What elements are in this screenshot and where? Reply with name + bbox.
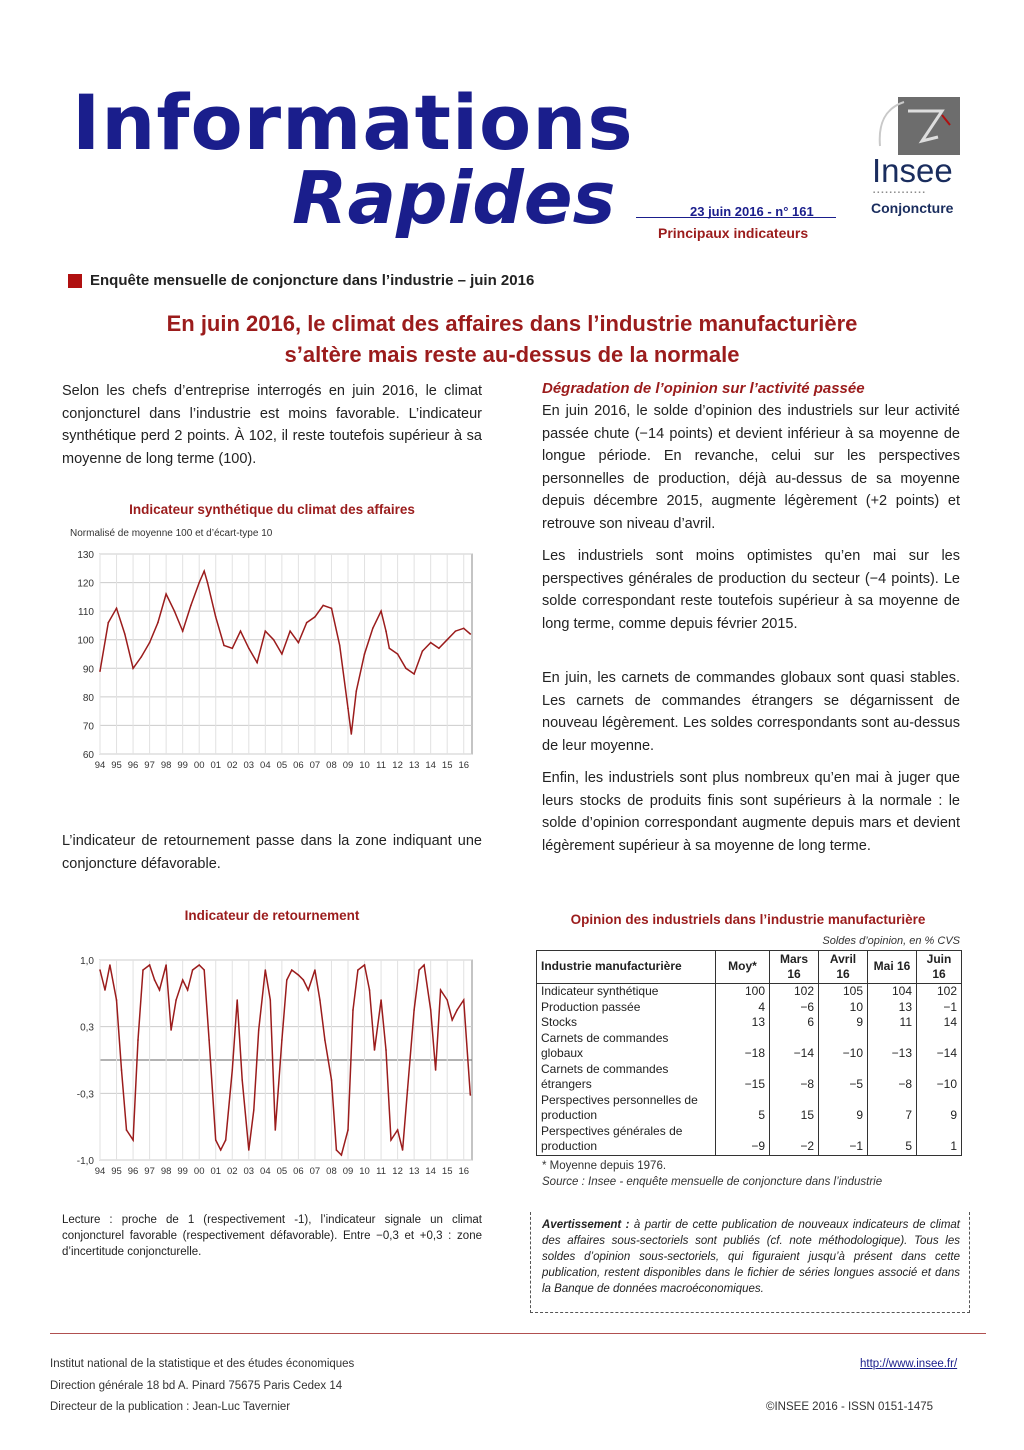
headline — [70, 308, 954, 370]
chart1-subtitle: Normalisé de moyenne 100 et d’écart-type 10 — [70, 528, 273, 539]
x-tick-label: 02 — [226, 760, 238, 771]
table-cell: −1 — [943, 999, 957, 1014]
x-tick-label: 12 — [392, 1166, 403, 1177]
data-point — [141, 656, 143, 658]
data-point — [154, 979, 156, 981]
table-title: Opinion des industriels dans l’industrie manufacturière — [570, 912, 926, 927]
data-point — [274, 1129, 276, 1131]
data-point — [303, 979, 305, 981]
table-cell: 11 — [868, 1015, 917, 1031]
data-point — [116, 607, 118, 609]
table-cell: −14 — [770, 1031, 819, 1062]
table-cell: −13 — [868, 1031, 917, 1062]
table-source: Source : Insee - enquête mensuelle de conjoncture dans l’industrie — [542, 1176, 883, 1188]
chart1-title: Indicateur synthétique du climat des affaires — [129, 502, 415, 517]
table-header-cell: Juin 16 — [926, 951, 952, 981]
data-point — [190, 605, 192, 607]
y-tick-label: 130 — [77, 550, 94, 561]
plot-frame — [100, 554, 472, 754]
data-point — [116, 999, 118, 1001]
logo-name: Insee — [872, 152, 953, 189]
data-point — [286, 979, 288, 981]
publication-title: Informations — [72, 78, 634, 167]
data-point — [223, 645, 225, 647]
data-point — [347, 1129, 349, 1131]
data-point — [215, 616, 217, 618]
data-point — [364, 964, 366, 966]
data-point — [413, 1009, 415, 1011]
publication-subtitle: Rapides — [292, 156, 616, 240]
x-tick-label: 94 — [94, 760, 106, 771]
table-cell: 100 — [716, 984, 770, 1000]
y-tick-label: 120 — [77, 578, 94, 590]
chart-climat-affaires — [60, 540, 480, 780]
table-cell: 105 — [819, 984, 868, 1000]
x-tick-label: 09 — [342, 760, 354, 771]
data-point — [104, 989, 106, 991]
data-point — [314, 969, 316, 971]
data-point — [256, 662, 258, 664]
data-point — [341, 1154, 343, 1156]
y-tick-label: -0,3 — [76, 1089, 94, 1101]
data-point — [157, 622, 159, 624]
data-point — [314, 616, 316, 618]
x-tick-label: 09 — [342, 1166, 354, 1177]
x-tick-label: 11 — [376, 1166, 387, 1177]
data-point — [149, 964, 151, 966]
table-cell: −10 — [819, 1031, 868, 1062]
logo-section: Conjoncture — [871, 200, 954, 216]
headline-line-2: s’altère mais reste au-dessus de la normale — [284, 342, 740, 367]
data-point — [324, 1039, 326, 1041]
data-point — [220, 1149, 222, 1151]
intro-paragraph: Selon les chefs d’entreprise interrogés en juin 2016, le climat conjoncturel dans l’industrie est moins favorable. L’indicateur synthétique perd 2 points. À 102, il reste toutefois supérieur à sa moyenne de long terme (100). — [62, 383, 482, 467]
issue-category: Principaux indicateurs — [658, 225, 809, 241]
table-cell: 4 — [716, 1000, 770, 1016]
data-point — [430, 1009, 432, 1011]
data-point — [231, 647, 233, 649]
table-header-cell: Mai 16 — [868, 951, 917, 984]
table-cell: 13 — [868, 1000, 917, 1016]
data-point — [418, 969, 420, 971]
data-point — [451, 1019, 453, 1021]
data-point — [265, 969, 267, 971]
table-cell: 13 — [716, 1015, 770, 1031]
x-tick-label: 03 — [243, 760, 255, 771]
footer-address: Direction générale 18 bd A. Pinard 75675 Paris Cedex 14 — [50, 1380, 343, 1392]
paragraph-perspectives: Les industriels sont moins optimistes qu’en mai sur les perspectives générales de production du secteur (−4 points). Le solde correspondant reste toutefois supérieur à sa moyenne de long terme, comme depuis février 2015. — [542, 548, 960, 632]
table-row — [537, 1124, 962, 1156]
data-point — [225, 1139, 227, 1141]
data-point — [99, 670, 101, 672]
x-tick-label: 16 — [458, 760, 470, 771]
x-tick-label: 08 — [326, 760, 337, 771]
data-point — [208, 1039, 210, 1041]
x-tick-label: 04 — [260, 760, 271, 771]
data-point — [231, 1069, 233, 1071]
data-point — [331, 1079, 333, 1081]
survey-heading-text: Enquête mensuelle de conjoncture dans l’industrie – juin 2016 — [90, 272, 535, 289]
table-header-cell: Moy* — [716, 951, 770, 984]
data-point — [174, 610, 176, 612]
x-tick-label: 03 — [243, 1166, 255, 1177]
data-point — [159, 989, 161, 991]
data-point — [435, 1069, 437, 1071]
data-point — [175, 999, 177, 1001]
x-tick-label: 99 — [177, 760, 188, 771]
data-point — [423, 964, 425, 966]
data-point — [385, 1049, 387, 1051]
data-point — [380, 999, 382, 1001]
y-tick-label: 80 — [82, 692, 94, 704]
data-point — [132, 667, 134, 669]
data-point — [390, 1139, 392, 1141]
x-tick-label: 13 — [408, 760, 420, 771]
footer-institute: Institut national de la statistique et des études économiques — [50, 1358, 355, 1370]
x-tick-label: 15 — [441, 1166, 453, 1177]
table-cell: 1 — [950, 1139, 957, 1153]
data-point — [352, 1009, 354, 1011]
data-point — [265, 630, 267, 632]
data-point — [430, 642, 432, 644]
table-header-cell: Industrie manufacturière — [537, 951, 716, 984]
table-row-label: Production passée — [537, 1000, 716, 1016]
x-tick-label: 04 — [260, 1166, 271, 1177]
table-cell: −15 — [716, 1062, 770, 1093]
x-tick-label: 96 — [127, 760, 139, 771]
y-tick-label: 0,3 — [80, 1022, 94, 1034]
data-point — [308, 989, 310, 991]
data-point — [440, 989, 442, 991]
data-point — [339, 645, 341, 647]
bullet-square-icon — [68, 274, 82, 288]
data-point — [347, 707, 349, 709]
data-point — [109, 964, 111, 966]
data-point — [364, 653, 366, 655]
data-point — [99, 969, 101, 971]
data-point — [269, 999, 271, 1001]
data-point — [121, 1069, 123, 1071]
table-header-row — [537, 951, 962, 984]
x-tick-label: 06 — [293, 760, 304, 771]
opinion-table — [536, 950, 962, 1156]
table-cell: −10 — [936, 1077, 957, 1091]
table-cell: −2 — [770, 1124, 819, 1156]
table-cell: 5 — [716, 1093, 770, 1124]
data-point — [248, 647, 250, 649]
data-point — [446, 639, 448, 641]
x-tick-label: 95 — [111, 760, 122, 771]
table-header-cell: Avril 16 — [819, 951, 868, 984]
data-point — [407, 1089, 409, 1091]
data-point — [374, 1049, 376, 1051]
table-cell: 6 — [770, 1015, 819, 1031]
table-cell: 14 — [943, 1015, 957, 1029]
data-point — [203, 570, 205, 572]
table-row-label: Carnets de commandes globaux — [537, 1031, 716, 1062]
data-point — [331, 607, 333, 609]
table-row — [537, 1015, 962, 1031]
table-cell: −1 — [819, 1124, 868, 1156]
table-row — [537, 1000, 962, 1016]
x-tick-label: 07 — [309, 760, 321, 771]
data-point — [248, 1149, 250, 1151]
data-point — [240, 630, 242, 632]
data-point — [446, 999, 448, 1001]
x-tick-label: 14 — [425, 760, 436, 771]
warning-text-block — [542, 1217, 960, 1297]
table-cell: 9 — [950, 1108, 957, 1122]
data-point — [463, 627, 465, 629]
data-point — [236, 999, 238, 1001]
chart2-title: Indicateur de retournement — [184, 908, 360, 923]
data-point — [438, 647, 440, 649]
table-cell: −5 — [819, 1062, 868, 1093]
data-point — [413, 673, 415, 675]
data-point — [289, 630, 291, 632]
data-point — [380, 610, 382, 612]
x-tick-label: 94 — [94, 1166, 106, 1177]
data-point — [137, 1039, 139, 1041]
table-cell: 9 — [819, 1015, 868, 1031]
data-point — [402, 1149, 404, 1151]
series-line — [100, 571, 470, 734]
data-point — [192, 969, 194, 971]
data-point — [357, 969, 359, 971]
data-point — [253, 1109, 255, 1111]
table-cell: 104 — [868, 984, 917, 1000]
data-point — [336, 1149, 338, 1151]
x-tick-label: 08 — [326, 1166, 337, 1177]
data-point — [355, 690, 357, 692]
x-tick-label: 06 — [293, 1166, 304, 1177]
table-cell: 9 — [819, 1093, 868, 1124]
data-point — [132, 1139, 134, 1141]
insee-logo-icon — [898, 97, 960, 155]
chart-retournement — [60, 948, 480, 1184]
table-cell: 10 — [819, 1000, 868, 1016]
warning-text: à partir de cette publication de nouveaux indicateurs de climat des affaires sous-sectoriels sont publiés (cf. note méthodologique). Tous les soldes d’opinion sous-sectoriels, qui figuraient jusqu’à présent dans cette publication, restent disponibles dans le fichier de séries longues associé et dans la Banque de données macroéconomiques. — [542, 1219, 960, 1295]
data-point — [470, 1094, 472, 1096]
data-point — [281, 653, 283, 655]
x-tick-label: 96 — [127, 1166, 139, 1177]
warning-label: Avertissement : — [542, 1219, 630, 1231]
table-row — [537, 984, 962, 1000]
table-row-label: Perspectives générales de production — [537, 1124, 716, 1156]
table-header-cell: Mars 16 — [770, 951, 819, 984]
paragraph-stocks: Enfin, les industriels sont plus nombreux qu’en mai à juger que leurs stocks de produits finis sont supérieurs à la normale : le solde d’opinion correspondant augmente depuis mars et devient légèrement supérieur à sa moyenne de long terme. — [542, 770, 960, 854]
table-cell: 15 — [770, 1093, 819, 1124]
x-tick-label: 99 — [177, 1166, 188, 1177]
data-point — [198, 964, 200, 966]
data-point — [273, 639, 275, 641]
headline-line-1: En juin 2016, le climat des affaires dans l’industrie manufacturière — [166, 311, 858, 336]
data-point — [165, 964, 167, 966]
data-point — [470, 633, 472, 635]
x-tick-label: 11 — [376, 760, 387, 771]
data-point — [298, 974, 300, 976]
y-tick-label: 90 — [82, 664, 94, 676]
data-point — [397, 653, 399, 655]
table-cell: 102 — [936, 984, 957, 998]
x-tick-label: 12 — [392, 760, 403, 771]
data-point — [291, 969, 293, 971]
footer-website-link[interactable]: http://www.insee.fr/ — [860, 1358, 958, 1370]
table-cell: 7 — [868, 1093, 917, 1124]
table-row-label: Carnets de commandes étrangers — [537, 1062, 716, 1093]
x-tick-label: 07 — [309, 1166, 321, 1177]
data-point — [215, 1139, 217, 1141]
y-tick-label: 100 — [77, 635, 94, 647]
data-point — [126, 1129, 128, 1131]
right-subheading: Dégradation de l’opinion sur l’activité passée — [542, 380, 865, 397]
x-tick-label: 01 — [210, 1166, 222, 1177]
retournement-paragraph: L’indicateur de retournement passe dans la zone indiquant une conjoncture défavorable. — [62, 833, 482, 872]
data-point — [319, 999, 321, 1001]
table-footnote: * Moyenne depuis 1976. — [542, 1160, 667, 1172]
data-point — [351, 733, 353, 735]
issue-date: 23 juin 2016 - n° 161 — [690, 204, 814, 219]
x-tick-label: 00 — [193, 760, 205, 771]
x-tick-label: 13 — [408, 1166, 420, 1177]
data-point — [463, 999, 465, 1001]
x-tick-label: 10 — [359, 1166, 370, 1177]
data-point — [107, 622, 109, 624]
table-cell: −9 — [716, 1124, 770, 1156]
table-cell: −14 — [936, 1046, 957, 1060]
data-point — [187, 989, 189, 991]
chart-reading-note: Lecture : proche de 1 (respectivement -1), l’indicateur signale un climat conjoncturel favorable (respectivement défavorable). Entre −0,3 et +0,3 : zone d’incertitude conjoncturelle. — [62, 1214, 482, 1258]
x-tick-label: 10 — [359, 760, 370, 771]
x-tick-label: 14 — [425, 1166, 436, 1177]
table-cell: −18 — [716, 1031, 770, 1062]
x-tick-label: 98 — [160, 760, 172, 771]
data-point — [456, 1009, 458, 1011]
data-point — [170, 1029, 172, 1031]
data-point — [372, 627, 374, 629]
data-point — [258, 1029, 260, 1031]
x-tick-label: 01 — [210, 760, 222, 771]
data-point — [124, 633, 126, 635]
table-row — [537, 1093, 962, 1124]
table-row-label: Indicateur synthétique — [537, 984, 716, 1000]
x-tick-label: 00 — [193, 1166, 205, 1177]
data-point — [298, 642, 300, 644]
survey-heading — [68, 272, 534, 289]
table-row-label: Perspectives personnelles de production — [537, 1093, 716, 1124]
x-tick-label: 05 — [276, 760, 288, 771]
x-tick-label: 98 — [160, 1166, 172, 1177]
x-tick-label: 05 — [276, 1166, 288, 1177]
table-cell: −8 — [770, 1062, 819, 1093]
y-tick-label: 110 — [78, 607, 94, 619]
data-point — [281, 1039, 283, 1041]
data-point — [203, 969, 205, 971]
table-row — [537, 1062, 962, 1093]
data-point — [306, 622, 308, 624]
data-point — [422, 650, 424, 652]
x-tick-label: 02 — [226, 1166, 238, 1177]
x-tick-label: 95 — [111, 1166, 122, 1177]
data-point — [182, 979, 184, 981]
data-point — [397, 1129, 399, 1131]
data-point — [385, 630, 387, 632]
data-point — [198, 582, 200, 584]
table-cell: −8 — [868, 1062, 917, 1093]
data-point — [182, 630, 184, 632]
data-point — [405, 667, 407, 669]
y-tick-label: 70 — [82, 721, 94, 733]
data-point — [389, 647, 391, 649]
paragraph-carnets: En juin, les carnets de commandes globaux sont quasi stables. Les carnets de commandes étrangers se dégarnissent de nouveau légèrement. Les soldes correspondants sont au-dessus de leur moyenne. — [542, 670, 960, 754]
logo-swoosh-icon — [876, 100, 906, 150]
data-point — [369, 989, 371, 991]
y-tick-label: 60 — [82, 750, 94, 761]
y-tick-label: -1,0 — [76, 1156, 94, 1167]
data-point — [207, 582, 209, 584]
data-point — [142, 969, 144, 971]
data-point — [149, 642, 151, 644]
x-tick-label: 16 — [458, 1166, 470, 1177]
logo-tagline: ▪▪▪▪▪▪▪▪▪▪▪▪▪ — [873, 190, 927, 196]
table-row — [537, 1031, 962, 1062]
table-row-label: Stocks — [537, 1015, 716, 1031]
table-cell: −6 — [770, 1000, 819, 1016]
footer-director: Directeur de la publication : Jean-Luc Tavernier — [50, 1401, 291, 1413]
x-tick-label: 97 — [144, 1166, 155, 1177]
x-tick-label: 97 — [144, 760, 155, 771]
data-point — [241, 1079, 243, 1081]
footer-copyright: ©INSEE 2016 - ISSN 0151-1475 — [766, 1401, 934, 1413]
table-units: Soldes d’opinion, en % CVS — [822, 935, 960, 947]
table-cell: 102 — [770, 984, 819, 1000]
footer-rule — [50, 1333, 986, 1334]
data-point — [165, 593, 167, 595]
y-tick-label: 1,0 — [80, 956, 94, 967]
paragraph-activite: En juin 2016, le solde d’opinion des industriels sur leur activité passée chute (−14 points) et devient inférieur à sa moyenne de longue période. En revanche, celui sur les perspectives personnelles de production, déjà au-dessus de sa moyenne depuis décembre 2015, augmente légèrement (+2 points) et retrouve son niveau d’avril. — [542, 403, 960, 532]
data-point — [455, 630, 457, 632]
x-tick-label: 15 — [441, 760, 453, 771]
data-point — [322, 605, 324, 607]
table-cell: 5 — [868, 1124, 917, 1156]
